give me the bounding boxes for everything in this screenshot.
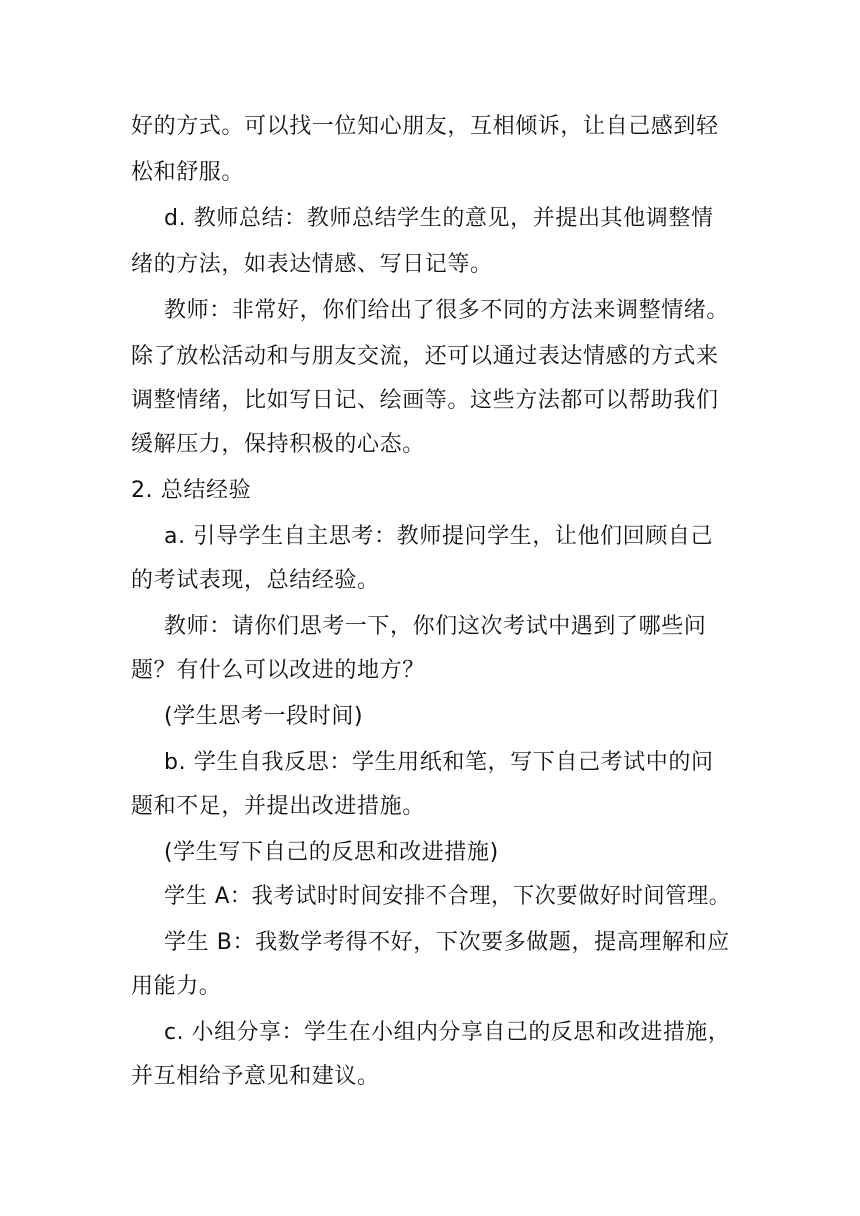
text-line: 的考试表现，总结经验。 — [131, 568, 380, 593]
text-line: 调整情绪，比如写日记、绘画等。这些方法都可以帮助我们 — [131, 388, 719, 413]
text-line: 除了放松活动和与朋友交流，还可以通过表达情感的方式来 — [131, 344, 719, 369]
text-line: c. 小组分享：学生在小组内分享自己的反思和改进措施， — [164, 1020, 731, 1045]
text-line: 学生 A：我考试时时间安排不合理，下次要做好时间管理。 — [164, 884, 731, 909]
text-line: b. 学生自我反思：学生用纸和笔，写下自己考试中的问 — [164, 750, 714, 775]
text-line: 题？有什么可以改进的地方？ — [131, 658, 425, 683]
text-line: d. 教师总结：教师总结学生的意见，并提出其他调整情 — [164, 206, 714, 231]
text-line: 教师：请你们思考一下，你们这次考试中遇到了哪些问 — [164, 614, 707, 639]
text-line: (学生写下自己的反思和改进措施) — [164, 840, 499, 865]
text-line: (学生思考一段时间) — [164, 704, 364, 729]
text-line: 松和舒服。 — [131, 160, 245, 185]
text-line: 教师：非常好，你们给出了很多不同的方法来调整情绪。 — [164, 298, 730, 323]
text-line: 学生 B：我数学考得不好，下次要多做题，提高理解和应 — [164, 930, 730, 955]
text-line: 并互相给予意见和建议。 — [131, 1064, 380, 1089]
text-line: 缓解压力，保持积极的心态。 — [131, 432, 425, 457]
section-heading: 2. 总结经验 — [131, 478, 252, 503]
text-line: 题和不足，并提出改进措施。 — [131, 794, 425, 819]
text-line: 绪的方法，如表达情感、写日记等。 — [131, 252, 493, 277]
text-line: 用能力。 — [131, 974, 222, 999]
text-line: a. 引导学生自主思考：教师提问学生，让他们回顾自己 — [164, 524, 714, 549]
text-line: 好的方式。可以找一位知心朋友，互相倾诉，让自己感到轻 — [131, 114, 719, 139]
